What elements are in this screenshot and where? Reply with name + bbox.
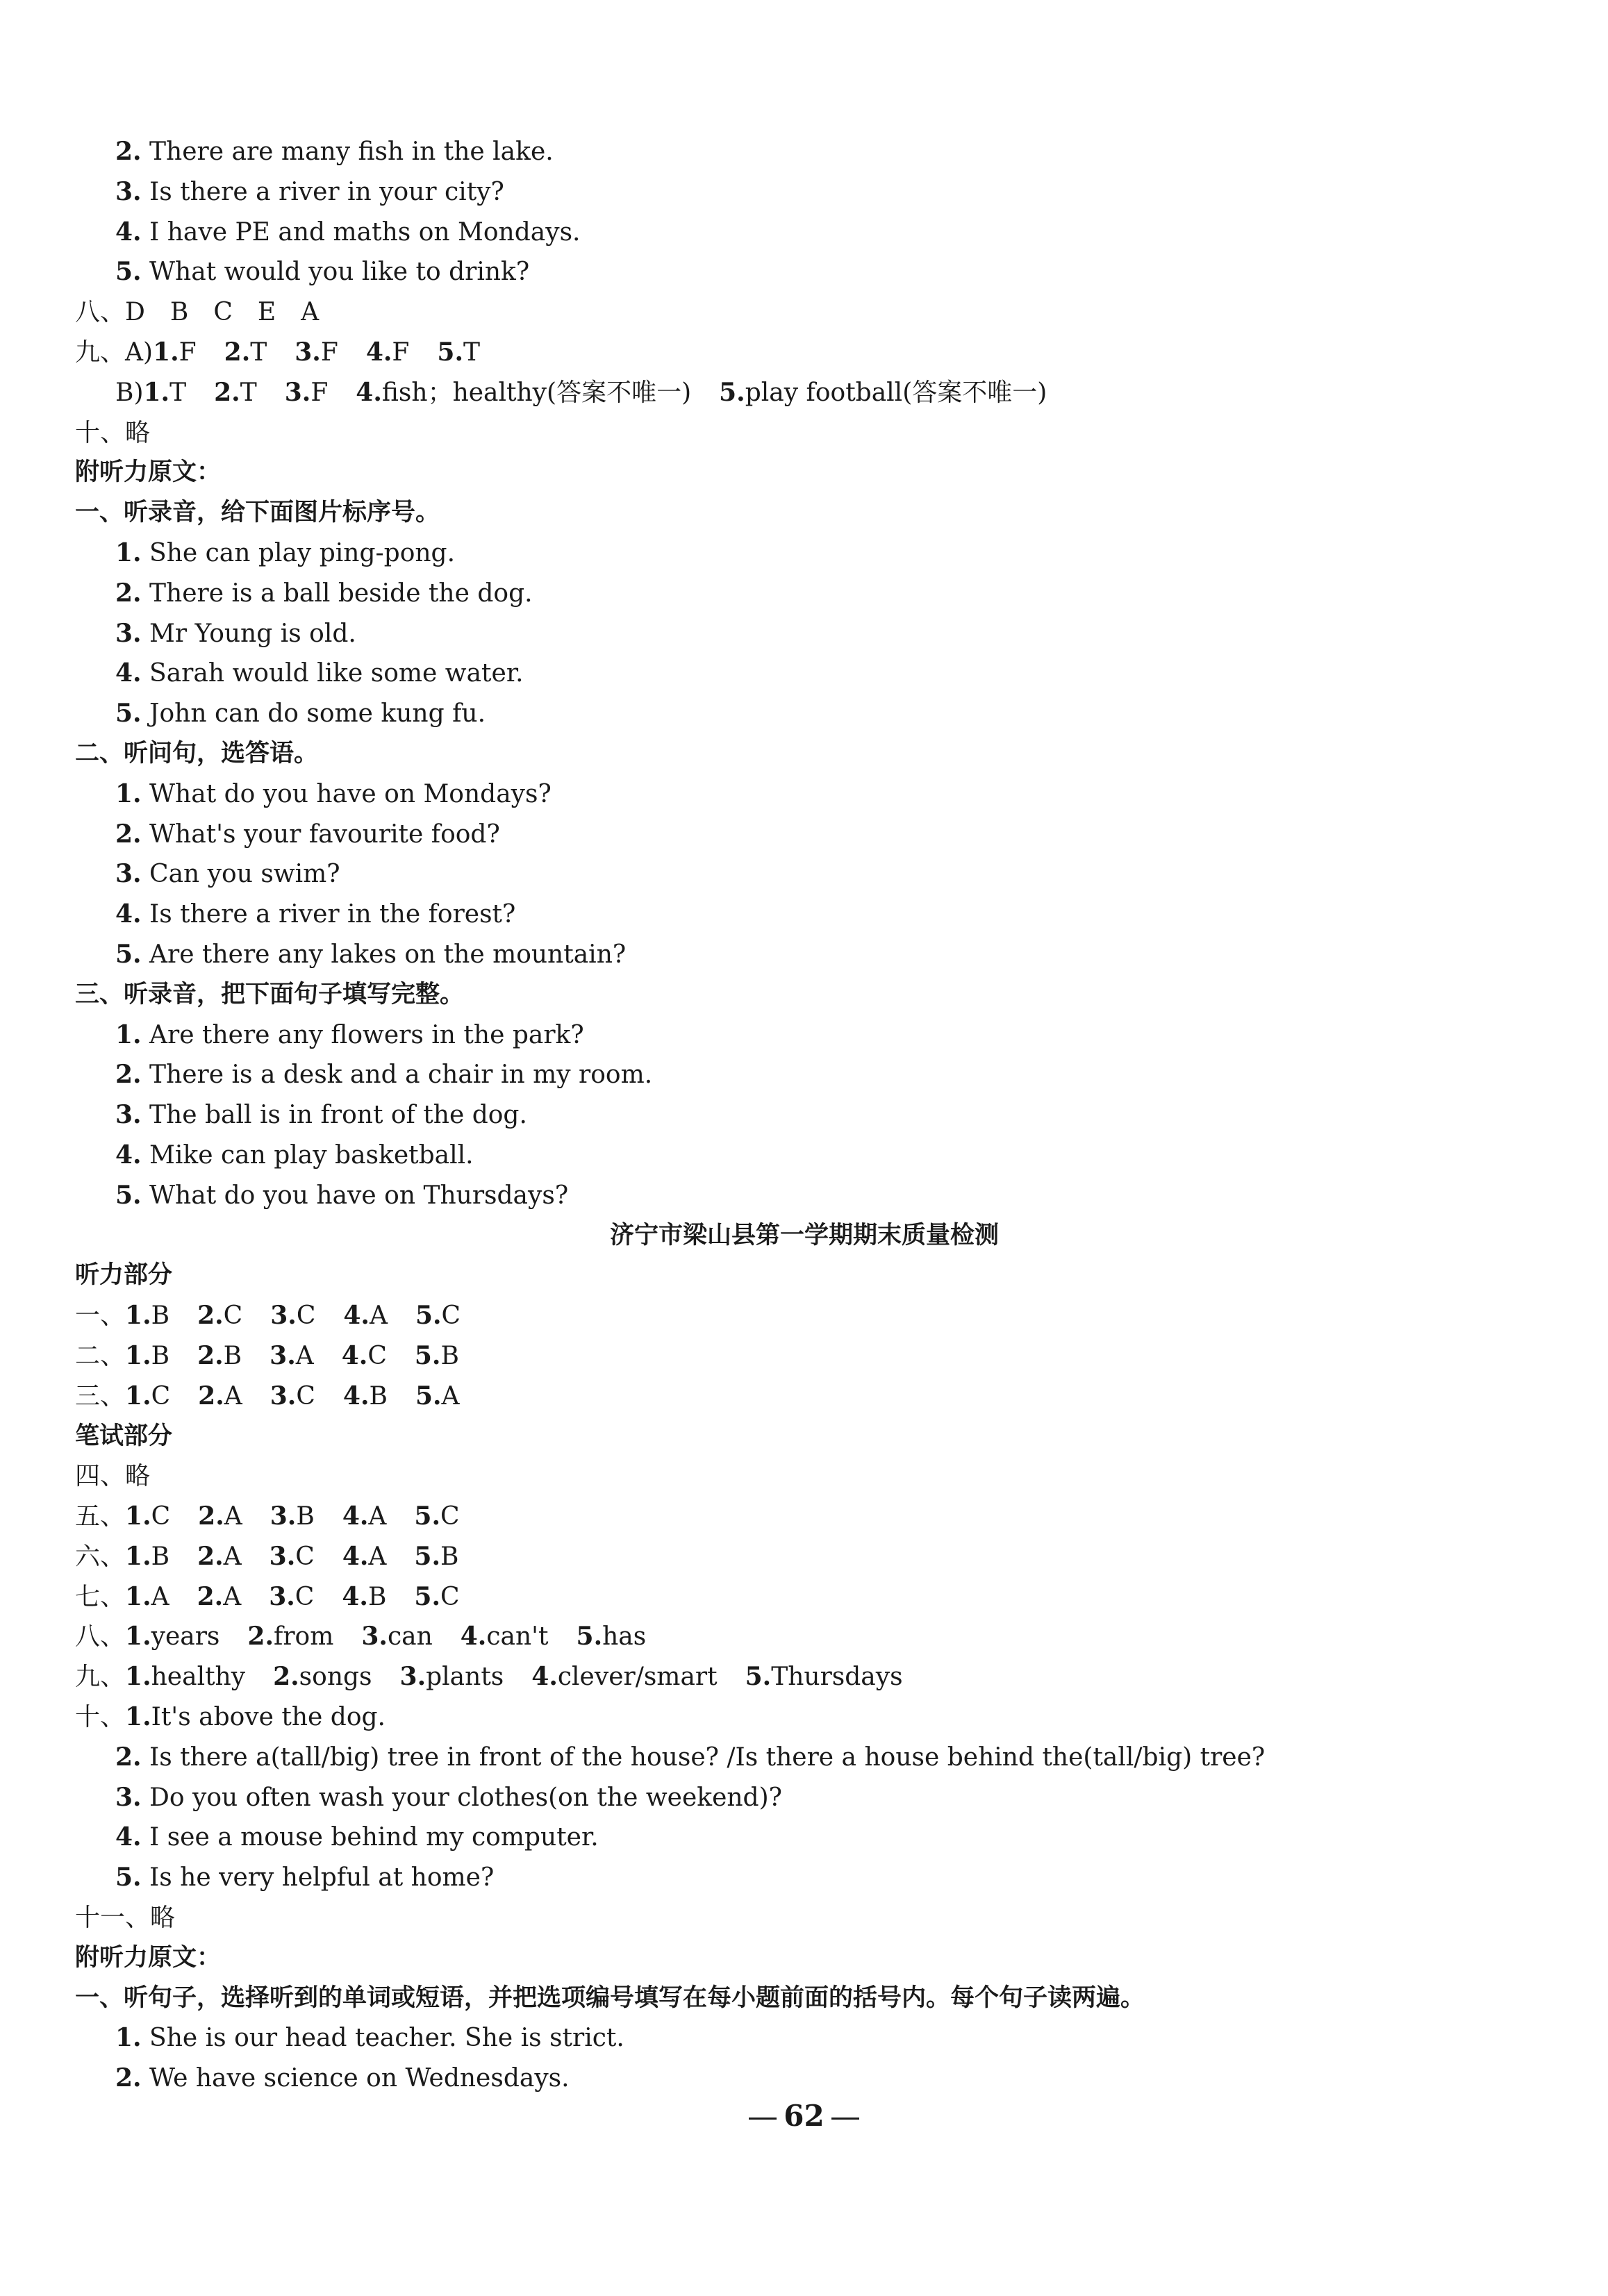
part-prefix: B) xyxy=(115,378,144,407)
answer-item xyxy=(273,1657,372,1697)
text-line xyxy=(75,252,1534,292)
answer-value: T xyxy=(169,378,187,407)
section-label: 十、 xyxy=(75,1703,126,1732)
answer-number: 5. xyxy=(745,1662,772,1692)
answer-value: B xyxy=(367,1582,387,1611)
item-text: Sarah would like some water. xyxy=(149,659,524,688)
answer-number: 1. xyxy=(125,1301,151,1331)
text-line xyxy=(75,935,1534,975)
answer-number: 5. xyxy=(414,1340,441,1370)
answer-value: A xyxy=(368,1542,387,1571)
item-text: Mike can play basketball. xyxy=(149,1140,474,1170)
answer-value: F xyxy=(392,338,410,367)
answer-value: B xyxy=(369,1381,388,1411)
text-line xyxy=(75,774,1534,815)
item-number: 1. xyxy=(115,779,142,808)
text-line xyxy=(75,1738,1534,1778)
answer-number: 3. xyxy=(269,1581,295,1611)
item-number: 3. xyxy=(115,859,142,889)
answer-item xyxy=(342,1577,386,1617)
section-heading: 附听力原文： xyxy=(75,1943,222,1972)
item-number: 5. xyxy=(115,257,142,287)
answer-line xyxy=(75,1497,1534,1537)
text-line xyxy=(75,614,1534,654)
answer-number: 2. xyxy=(214,377,240,407)
answer-number: 4. xyxy=(342,1381,370,1411)
answer-number: 1. xyxy=(125,1501,151,1531)
text-line xyxy=(75,895,1534,935)
item-number: 3. xyxy=(115,1782,142,1812)
answer-value: songs xyxy=(299,1663,372,1692)
item-number: 2. xyxy=(115,1742,142,1772)
answer-value: fish；healthy(答案不唯一) xyxy=(381,378,692,407)
answer-number: 1. xyxy=(125,1702,151,1732)
answer-value: B xyxy=(223,1341,242,1370)
answer-number: 2. xyxy=(197,1301,224,1331)
text-line xyxy=(75,533,1534,574)
answer-value: A xyxy=(223,1582,242,1611)
answer-item xyxy=(197,1336,242,1376)
text-line xyxy=(75,132,1534,172)
answer-number: 5. xyxy=(414,1501,440,1531)
answer-number: 1. xyxy=(125,1541,151,1571)
item-number: 1. xyxy=(115,538,142,567)
section-label: 十、 xyxy=(75,418,126,447)
answer-value: healthy xyxy=(151,1663,246,1692)
answer-item xyxy=(437,333,480,373)
item-text: Is there a(tall/big) tree in front of the house? /Is there a house behind the(tall/big) tree? xyxy=(149,1742,1266,1772)
answer-number: 5. xyxy=(414,1581,440,1611)
answer-number: 1. xyxy=(125,1381,151,1411)
answer-value: B xyxy=(296,1502,315,1531)
item-number: 1. xyxy=(115,1020,142,1049)
section-label: 八、 xyxy=(75,1622,126,1652)
answer-line xyxy=(75,1697,1534,1738)
answer-number: 3. xyxy=(270,1301,297,1331)
item-number: 2. xyxy=(115,1060,142,1090)
answer-item xyxy=(144,373,187,413)
answer-value: A xyxy=(369,1301,388,1331)
answer-value: C xyxy=(440,1502,460,1531)
answer-number: 3. xyxy=(270,1501,297,1531)
answer-number: 2. xyxy=(197,1581,224,1611)
answer-item xyxy=(197,1537,242,1577)
answer-number: 4. xyxy=(460,1622,487,1652)
answer-number: 4. xyxy=(343,1301,370,1331)
text-line xyxy=(75,1817,1534,1858)
text-line xyxy=(75,854,1534,895)
answer-value: T xyxy=(463,338,481,367)
answer-value: T xyxy=(240,378,257,407)
answer-value: C xyxy=(441,1301,461,1331)
text-line xyxy=(75,1778,1534,1818)
page-number xyxy=(0,2099,1608,2133)
answer-value: play football(答案不唯一) xyxy=(745,378,1047,407)
item-number: 3. xyxy=(115,618,142,648)
answer-item xyxy=(197,1577,242,1617)
answer-item xyxy=(125,1697,386,1738)
page-number-dash-left xyxy=(749,2118,777,2120)
answer-value: clever/smart xyxy=(557,1663,718,1692)
item-number: 4. xyxy=(115,1822,142,1852)
answer-item xyxy=(197,1296,242,1336)
answer-line xyxy=(75,292,1534,333)
answer-item xyxy=(400,1657,504,1697)
answer-item xyxy=(745,1657,903,1697)
answer-number: 3. xyxy=(269,1541,296,1571)
answer-item xyxy=(269,1577,314,1617)
section-label: 八、 xyxy=(75,298,126,327)
answer-value: Thursdays xyxy=(771,1663,903,1692)
answer-number: 5. xyxy=(415,1301,442,1331)
answer-value: B xyxy=(440,1542,459,1571)
answer-number: 1. xyxy=(153,337,179,367)
section-label: 二、 xyxy=(75,1341,126,1370)
answer-item xyxy=(461,1617,549,1657)
answer-line xyxy=(75,1376,1534,1417)
item-number: 4. xyxy=(115,899,142,929)
answer-value: C xyxy=(296,1301,316,1331)
text-line xyxy=(75,815,1534,855)
answer-line xyxy=(75,1577,1534,1617)
item-number: 5. xyxy=(115,699,142,729)
answer-item xyxy=(153,333,197,373)
answer-value: C xyxy=(223,1301,243,1331)
answer-number: 1. xyxy=(143,377,170,407)
answer-item xyxy=(577,1617,647,1657)
text-line xyxy=(75,1055,1534,1095)
answer-value: C xyxy=(367,1341,387,1370)
item-text: Is he very helpful at home? xyxy=(149,1863,495,1892)
answer-value: C xyxy=(151,1502,171,1531)
answer-text: 略 xyxy=(125,418,151,447)
text-line xyxy=(75,172,1534,213)
item-number: 3. xyxy=(115,1100,142,1130)
item-text: There are many fish in the lake. xyxy=(149,138,554,166)
section-label: 十一、 xyxy=(75,1904,151,1933)
answer-value: B xyxy=(440,1341,459,1370)
answer-text: 略 xyxy=(150,1904,176,1933)
answer-content xyxy=(75,132,1534,2099)
answer-item xyxy=(198,1497,242,1537)
item-text: Are there any lakes on the mountain? xyxy=(149,940,627,969)
answer-line xyxy=(75,1657,1534,1697)
answer-line xyxy=(75,1296,1534,1336)
answer-number: 3. xyxy=(361,1622,388,1652)
item-text: What do you have on Mondays? xyxy=(149,779,552,808)
answer-number: 5. xyxy=(719,377,745,407)
answer-value: from xyxy=(274,1622,334,1652)
section-heading: 一、听句子，选择听到的单词或短语，并把选项编号填写在每小题前面的括号内。每个句子读两遍。 xyxy=(75,1983,1145,2012)
section-heading: 听力部分 xyxy=(75,1261,173,1290)
answer-item xyxy=(198,1376,242,1417)
answer-item xyxy=(125,1577,169,1617)
item-text: John can do some kung fu. xyxy=(149,699,486,729)
answer-item xyxy=(415,1296,461,1336)
text-line xyxy=(75,1095,1534,1135)
answer-number: 4. xyxy=(342,1501,369,1531)
answer-item xyxy=(342,1497,387,1537)
answer-value: B xyxy=(151,1341,170,1370)
answer-item xyxy=(125,1376,170,1417)
text-line xyxy=(75,1135,1534,1176)
answer-value: can't xyxy=(486,1622,549,1652)
answer-line xyxy=(75,1898,1534,1938)
answer-item xyxy=(415,1376,460,1417)
answer-number: 3. xyxy=(270,1340,296,1370)
answer-value: F xyxy=(179,338,197,367)
answer-number: 4. xyxy=(365,337,392,367)
answer-number: 1. xyxy=(125,1662,151,1692)
answer-item xyxy=(214,373,257,413)
answer-number: 2. xyxy=(247,1622,274,1652)
answer-number: 3. xyxy=(399,1662,426,1692)
answer-item xyxy=(125,1336,169,1376)
answer-item xyxy=(285,373,329,413)
answer-number: 2. xyxy=(198,1381,224,1411)
answer-value: C xyxy=(295,1542,315,1571)
item-text: Mr Young is old. xyxy=(149,619,356,648)
item-text: I have PE and maths on Mondays. xyxy=(149,217,581,247)
page-number-dash-right xyxy=(831,2118,859,2120)
section-heading: 三、听录音，把下面句子填写完整。 xyxy=(75,980,465,1008)
answer-item xyxy=(342,1336,387,1376)
section-heading: 附听力原文： xyxy=(75,458,222,487)
answer-number: 2. xyxy=(273,1662,299,1692)
item-text: There is a ball beside the dog. xyxy=(149,579,533,608)
answer-number: 2. xyxy=(224,337,251,367)
item-number: 5. xyxy=(115,939,142,969)
answer-value: F xyxy=(320,338,338,367)
answer-number: 1. xyxy=(125,1581,151,1611)
answer-item xyxy=(125,1537,169,1577)
answer-item xyxy=(366,333,410,373)
section-heading: 二、听问句，选答语。 xyxy=(75,739,319,767)
section-title: 济宁市梁山县第一学期期末质量检测 xyxy=(609,1221,999,1249)
item-number: 5. xyxy=(115,1863,142,1892)
answer-value: T xyxy=(250,338,267,367)
answer-item xyxy=(414,1537,458,1577)
item-text: Can you swim? xyxy=(149,860,340,889)
answer-item xyxy=(343,1296,388,1336)
part-prefix: A) xyxy=(125,338,154,367)
section-label: 九、 xyxy=(75,1663,126,1692)
answer-line xyxy=(75,1456,1534,1497)
answer-line xyxy=(75,373,1534,413)
text-line xyxy=(75,2058,1534,2099)
item-number: 4. xyxy=(115,1140,142,1170)
text-line xyxy=(75,2018,1534,2058)
answer-value: A xyxy=(224,1381,242,1411)
answer-number: 5. xyxy=(576,1622,603,1652)
section-heading: 笔试部分 xyxy=(75,1422,173,1450)
item-text: What would you like to drink? xyxy=(149,258,530,287)
item-number: 2. xyxy=(115,2063,142,2093)
answer-item xyxy=(125,1497,170,1537)
answer-item xyxy=(270,1296,315,1336)
answer-number: 5. xyxy=(437,337,463,367)
answer-number: 5. xyxy=(415,1381,442,1411)
text-line xyxy=(75,574,1534,614)
answer-number: 4. xyxy=(531,1662,558,1692)
answer-item xyxy=(531,1657,717,1697)
answer-value: C xyxy=(295,1582,315,1611)
answer-item xyxy=(415,1336,459,1376)
item-text: Is there a river in the forest? xyxy=(149,900,516,929)
item-text: Are there any flowers in the park? xyxy=(149,1020,584,1049)
item-number: 5. xyxy=(115,1180,142,1210)
answer-number: 5. xyxy=(414,1541,440,1571)
answer-item xyxy=(342,1537,387,1577)
text-line xyxy=(75,1858,1534,1898)
section-heading: 一、听录音，给下面图片标序号。 xyxy=(75,499,440,527)
answer-item xyxy=(125,1296,169,1336)
answer-item xyxy=(270,1336,314,1376)
answer-line xyxy=(75,1537,1534,1577)
item-text: Do you often wash your clothes(on the weekend)? xyxy=(149,1783,782,1812)
answer-value: B xyxy=(151,1542,170,1571)
section-label: 七、 xyxy=(75,1582,126,1611)
section-label: 五、 xyxy=(75,1502,126,1531)
section-label: 一、 xyxy=(75,1301,126,1331)
answer-item xyxy=(125,1657,245,1697)
answer-value: A xyxy=(151,1582,169,1611)
item-number: 2. xyxy=(115,137,142,166)
answer-item xyxy=(356,373,691,413)
text-line xyxy=(75,694,1534,734)
answer-number: 4. xyxy=(342,1581,368,1611)
answer-item xyxy=(361,1617,432,1657)
item-number: 1. xyxy=(115,2023,142,2053)
item-text: There is a desk and a chair in my room. xyxy=(149,1060,653,1090)
answer-number: 3. xyxy=(284,377,311,407)
page-number-value: 62 xyxy=(784,2099,824,2133)
item-number: 4. xyxy=(115,658,142,688)
text-line xyxy=(75,1176,1534,1216)
answer-number: 4. xyxy=(356,377,382,407)
item-text: What do you have on Thursdays? xyxy=(149,1181,569,1210)
answer-value: A xyxy=(295,1341,314,1370)
item-text: She can play ping-pong. xyxy=(149,538,456,567)
answer-text: D B C E A xyxy=(125,298,320,327)
answer-value: has xyxy=(602,1622,647,1652)
answer-value: It's above the dog. xyxy=(151,1703,386,1732)
answer-value: years xyxy=(151,1622,220,1652)
answer-item xyxy=(414,1577,459,1617)
answer-value: plants xyxy=(426,1663,504,1692)
answer-number: 2. xyxy=(197,1541,224,1571)
answer-item xyxy=(414,1497,459,1537)
answer-item xyxy=(125,1617,219,1657)
section-label: 六、 xyxy=(75,1542,126,1571)
answer-value: A xyxy=(441,1381,460,1411)
answer-item xyxy=(224,333,267,373)
answer-line xyxy=(75,413,1534,454)
item-number: 3. xyxy=(115,176,142,206)
answer-item xyxy=(270,1497,315,1537)
answer-number: 1. xyxy=(125,1340,151,1370)
item-number: 2. xyxy=(115,819,142,849)
answer-number: 4. xyxy=(342,1541,369,1571)
answer-item xyxy=(270,1537,315,1577)
answer-value: C xyxy=(296,1381,315,1411)
answer-number: 2. xyxy=(198,1501,224,1531)
answer-value: F xyxy=(310,378,329,407)
answer-item xyxy=(719,373,1047,413)
item-text: The ball is in front of the dog. xyxy=(149,1101,527,1130)
text-line xyxy=(75,1015,1534,1056)
answer-value: can xyxy=(387,1622,433,1652)
item-number: 4. xyxy=(115,217,142,247)
answer-number: 3. xyxy=(270,1381,297,1411)
text-line xyxy=(75,654,1534,694)
answer-item xyxy=(343,1376,388,1417)
answer-line xyxy=(75,1336,1534,1376)
answer-value: C xyxy=(151,1381,171,1411)
section-label: 四、 xyxy=(75,1462,126,1491)
answer-line xyxy=(75,1617,1534,1657)
answer-value: A xyxy=(223,1542,242,1571)
answer-number: 1. xyxy=(125,1622,151,1652)
item-text: Is there a river in your city? xyxy=(149,177,504,206)
item-number: 2. xyxy=(115,578,142,608)
answer-item xyxy=(270,1376,315,1417)
item-text: We have science on Wednesdays. xyxy=(149,2064,570,2093)
answer-number: 4. xyxy=(341,1340,368,1370)
answer-number: 3. xyxy=(295,337,321,367)
answer-value: A xyxy=(368,1502,387,1531)
text-line xyxy=(75,213,1534,253)
answer-item xyxy=(295,333,338,373)
answer-value: B xyxy=(151,1301,170,1331)
answer-text: 略 xyxy=(125,1462,151,1491)
item-text: She is our head teacher. She is strict. xyxy=(149,2024,624,2053)
item-text: I see a mouse behind my computer. xyxy=(149,1823,599,1852)
answer-item xyxy=(247,1617,333,1657)
answer-line xyxy=(75,333,1534,373)
answer-value: C xyxy=(440,1582,460,1611)
section-label: 九、 xyxy=(75,338,126,367)
section-label: 三、 xyxy=(75,1381,126,1411)
item-text: What's your favourite food? xyxy=(149,820,500,849)
answer-value: A xyxy=(224,1502,242,1531)
answer-number: 2. xyxy=(197,1340,224,1370)
